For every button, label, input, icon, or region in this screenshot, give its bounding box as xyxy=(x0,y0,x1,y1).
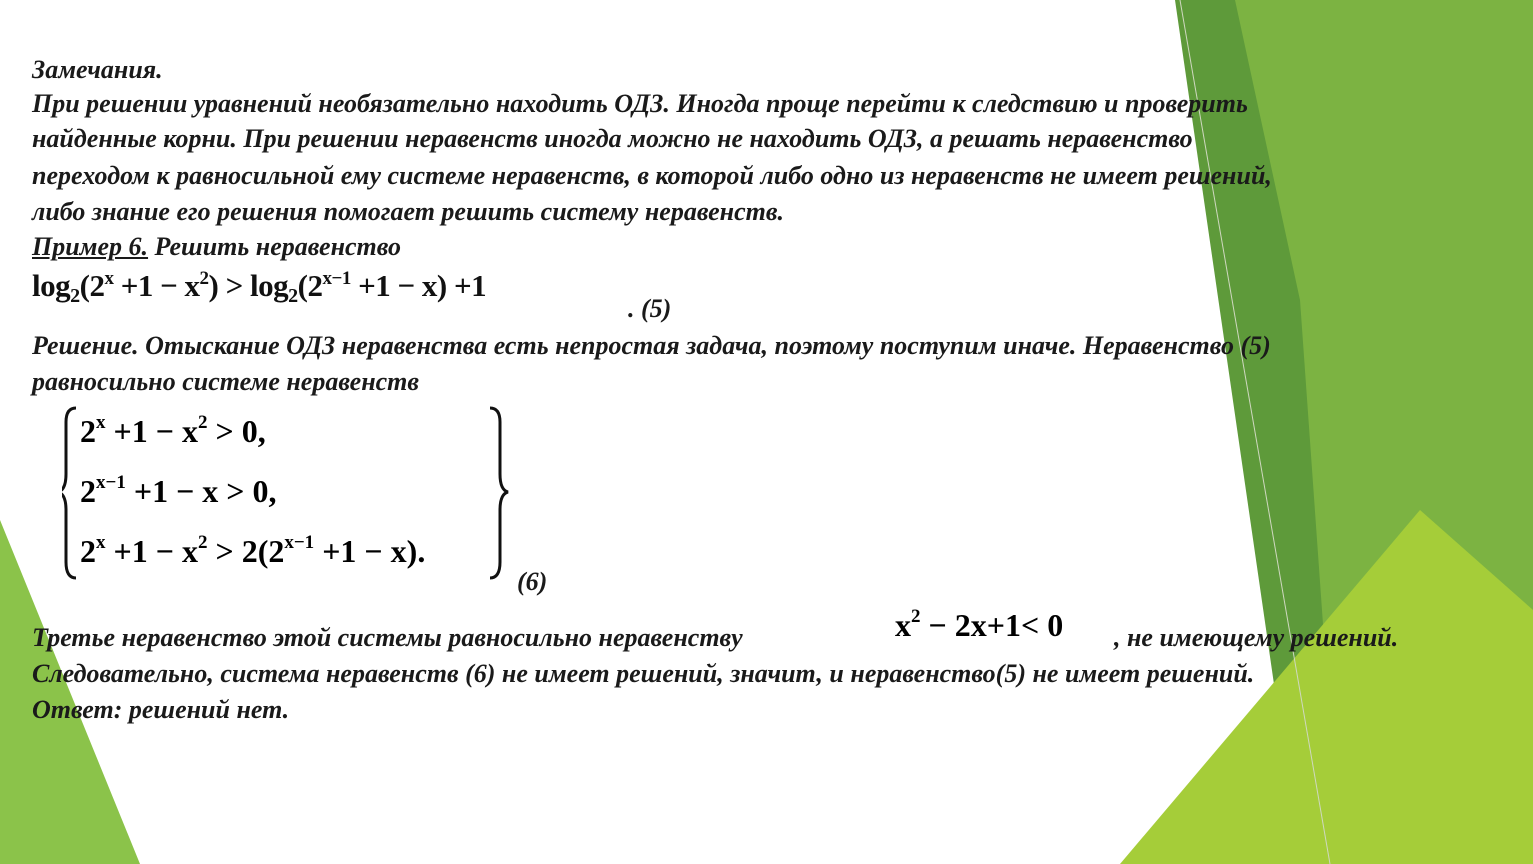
formula-5: $\log_2(2^x +1 - x^2) > \log_2(2^{x-1} +1 - x) +1$ xyxy=(32,268,487,307)
paragraph-line-3: переходом к равносильной ему системе неравенств, в которой либо одно из неравенств не имеет решений, xyxy=(32,161,1272,190)
system-row-2: $2^{x-1} +1 - x > 0$, xyxy=(80,472,277,509)
paragraph-line-2: найденные корни. При решении неравенств иногда можно не находить ОДЗ, а решать неравенство xyxy=(32,124,1193,153)
solution-line-1: Решение. Отыскание ОДЗ неравенства есть непростая задача, поэтому поступим иначе. Неравенство (5) xyxy=(32,331,1271,360)
system-label: (6) xyxy=(517,567,548,596)
example-text: Решить неравенство xyxy=(148,232,402,261)
quadratic-formula: $x^2 - 2x+1< 0$ xyxy=(895,606,1064,643)
paragraph-line-4: либо знание его решения помогает решить систему неравенств. xyxy=(32,197,784,226)
conclusion-line-1: Следовательно, система неравенств (6) не имеет решений, значит, и неравенство(5) не имеет решений. xyxy=(32,659,1255,688)
system-row-3: $2^x +1 - x^2 > 2(2^{x-1} +1 - x)$. xyxy=(80,532,426,569)
third-inequality-text: Третье неравенство этой системы равносильно неравенству xyxy=(32,623,743,652)
third-inequality-tail: , не имеющему решений. xyxy=(1114,623,1399,652)
formula-5-label: . (5) xyxy=(628,294,672,323)
answer-line: Ответ: решений нет. xyxy=(32,695,290,724)
system-row-1: $2^x +1 - x^2 > 0$, xyxy=(80,412,266,449)
solution-line-2: равносильно системе неравенств xyxy=(32,367,420,396)
inequality-system xyxy=(62,402,512,582)
heading: Замечания. xyxy=(32,55,163,84)
example-line xyxy=(32,232,401,261)
paragraph-line-1: При решении уравнений необязательно находить ОДЗ. Иногда проще перейти к следствию и проверить xyxy=(32,89,1248,118)
example-label: Пример 6. xyxy=(32,232,149,261)
